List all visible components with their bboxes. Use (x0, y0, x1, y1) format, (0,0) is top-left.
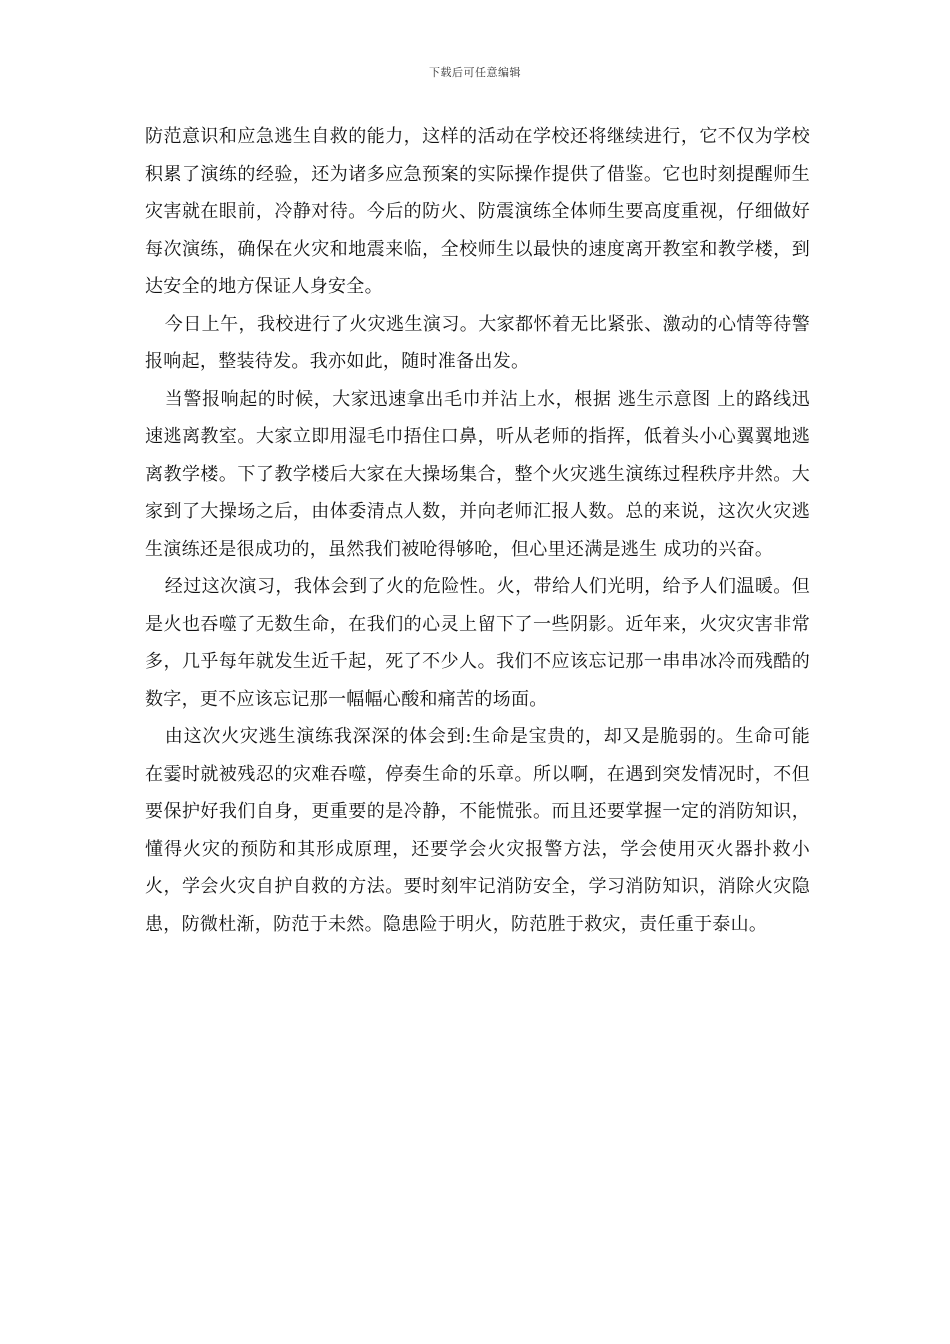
paragraph-2: 今日上午，我校进行了火灾逃生演习。大家都怀着无比紧张、激动的心情等待警报响起，整装待发。我亦如此，随时准备出发。 (145, 313, 810, 372)
paragraph-3: 当警报响起的时候，大家迅速拿出毛巾并沾上水，根据 逃生示意图 上的路线迅速逃离教室。大家立即用湿毛巾捂住口鼻，听从老师的指挥，低着头小心翼翼地逃离教学楼。下了教学楼后大家在大操场集合，整个火灾逃生演练过程秩序井然。大家到了大操场之后，由体委清点人数，并向老师汇报人数。总的来说，这次火灾逃生演练还是很成功的，虽然我们被呛得够呛，但心里还满是逃生 成功的兴奋。 (145, 388, 810, 560)
page-header: 下载后可任意编辑 (429, 66, 521, 79)
paragraph-4: 经过这次演习，我体会到了火的危险性。火，带给人们光明，给予人们温暖。但是火也吞噬了无数生命，在我们的心灵上留下了一些阴影。近年来，火灾灾害非常多，几乎每年就发生近千起，死了不少人。我们不应该忘记那一串串冰冷而残酷的数字，更不应该忘记那一幅幅心酸和痛苦的场面。 (145, 576, 810, 710)
document-body (145, 118, 810, 943)
paragraph-1: 防范意识和应急逃生自救的能力，这样的活动在学校还将继续进行，它不仅为学校积累了演练的经验，还为诸多应急预案的实际操作提供了借鉴。它也时刻提醒师生灾害就在眼前，冷静对待。今后的防火、防震演练全体师生要高度重视，仔细做好每次演练，确保在火灾和地震来临，全校师生以最快的速度离开教室和教学楼，到达安全的地方保证人身安全。 (145, 126, 810, 297)
paragraph-5: 由这次火灾逃生演练我深深的体会到:生命是宝贵的，却又是脆弱的。生命可能在霎时就被残忍的灾难吞噬，停奏生命的乐章。所以啊，在遇到突发情况时，不但要保护好我们自身，更重要的是冷静，不能慌张。而且还要掌握一定的消防知识，懂得火灾的预防和其形成原理，还要学会火灾报警方法，学会使用灭火器扑救小火，学会火灾自护自救的方法。要时刻牢记消防安全，学习消防知识，消除火灾隐患，防微杜渐，防范于未然。隐患险于明火，防范胜于救灾，责任重于泰山。 (145, 726, 810, 935)
